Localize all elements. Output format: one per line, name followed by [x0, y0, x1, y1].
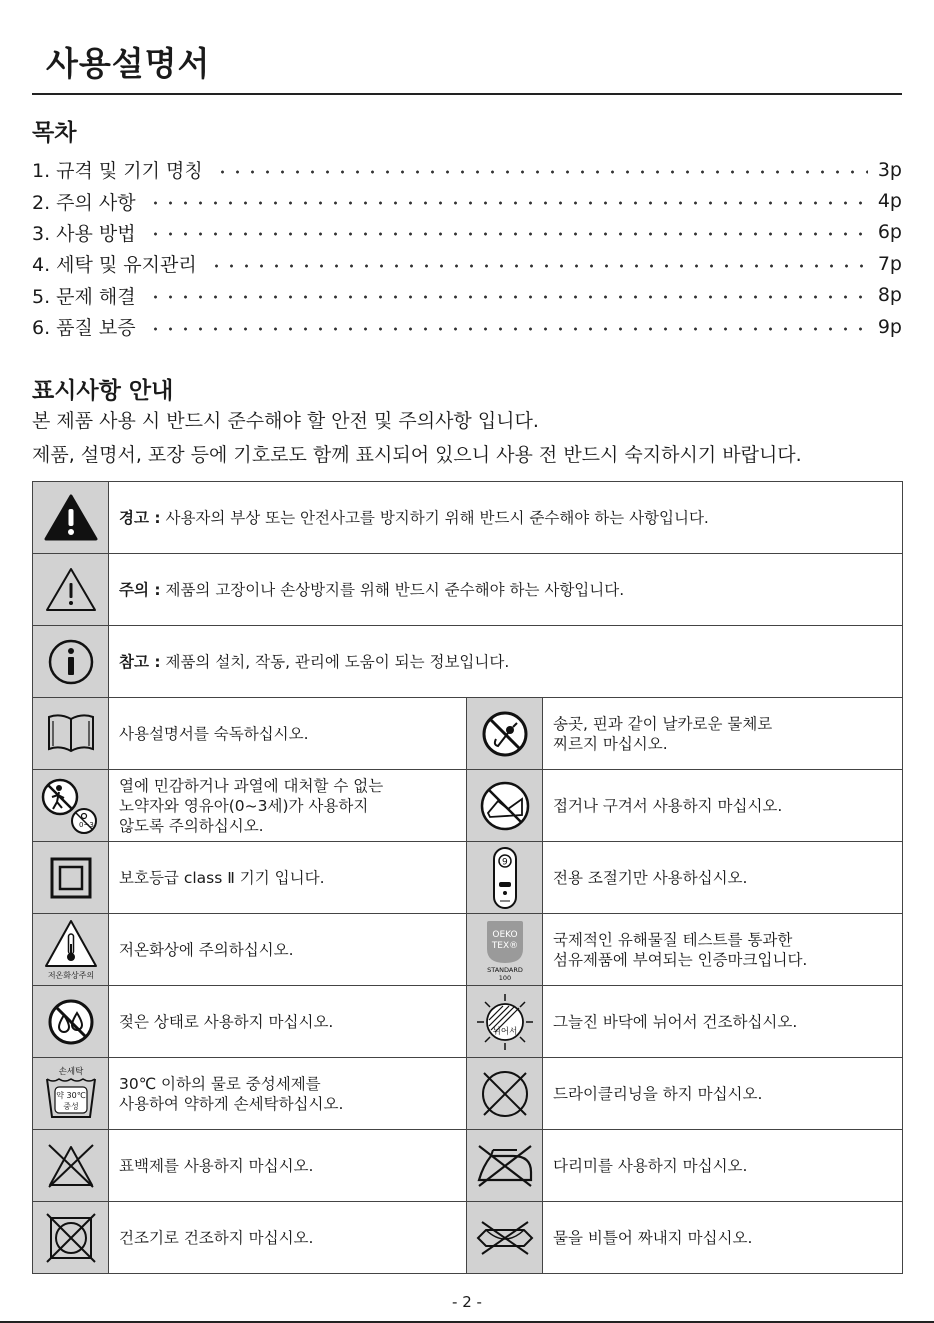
toc-item-label: 6. 품질 보증	[32, 317, 136, 340]
no-pin-icon	[480, 709, 530, 759]
bleach-description: 표백제를 사용하지 마십시오.	[109, 1130, 467, 1202]
caution-key: 주의 :	[119, 580, 161, 599]
oeko-mark-line-3: STANDARD	[486, 965, 523, 974]
toc-item-label: 1. 규격 및 기기 명칭	[32, 160, 203, 183]
table-row	[33, 770, 903, 842]
note-text: 제품의 설치, 작동, 관리에 도움이 되는 정보입니다.	[160, 652, 510, 671]
signs-table	[32, 481, 903, 1274]
no-infant-icon	[38, 775, 104, 837]
controller-icon	[491, 846, 519, 910]
title-divider	[32, 93, 902, 95]
table-row	[33, 698, 903, 770]
low-temp-description: 저온화상에 주의하십시오.	[109, 914, 467, 986]
hand-wash-icon	[41, 1063, 101, 1125]
wring-description: 물을 비틀어 짜내지 마십시오.	[543, 1202, 903, 1274]
table-row	[33, 626, 903, 698]
toc-item-label: 3. 사용 방법	[32, 222, 136, 245]
no-iron-icon	[473, 1142, 537, 1190]
info-icon	[46, 637, 96, 687]
toc-item-page: 7p	[877, 252, 902, 275]
caution-description	[109, 554, 903, 626]
sign-icon-cell	[467, 1058, 543, 1130]
table-row	[33, 842, 903, 914]
shade-dry-label: 뉘어서	[492, 1026, 517, 1037]
iron-description: 다리미를 사용하지 마십시오.	[543, 1130, 903, 1202]
warning-text: 사용자의 부상 또는 안전사고를 방지하기 위해 반드시 준수해야 하는 사항입니다.	[160, 508, 709, 527]
sign-icon-cell	[33, 626, 109, 698]
hand-wash-label-3: 중성	[62, 1101, 79, 1111]
caution-outline-icon	[43, 565, 99, 615]
thermometer-warning-icon	[41, 918, 101, 982]
dry-clean-description: 드라이클리닝을 하지 마십시오.	[543, 1058, 903, 1130]
sign-icon-cell	[33, 698, 109, 770]
sign-icon-cell	[467, 770, 543, 842]
page-title: 사용설명서	[46, 44, 211, 83]
low-temp-label: 저온화상주의	[47, 970, 94, 980]
note-key: 참고 :	[119, 652, 161, 671]
table-row	[33, 554, 903, 626]
open-book-icon	[45, 711, 97, 757]
toc-leader	[215, 170, 868, 174]
hand-wash-label-1: 손세탁	[58, 1066, 83, 1077]
note-description	[109, 626, 903, 698]
table-row	[33, 1058, 903, 1130]
toc-item[interactable]	[32, 280, 902, 311]
no-wring-icon	[472, 1218, 538, 1258]
toc-leader	[148, 201, 868, 205]
sign-icon-cell	[33, 482, 109, 554]
class2-description: 보호등급 class Ⅱ 기기 입니다.	[109, 842, 467, 914]
sign-icon-cell	[33, 770, 109, 842]
age-badge: 0~3	[78, 820, 94, 829]
sign-icon-cell	[467, 842, 543, 914]
hand-wash-label-2: 약 30℃	[55, 1090, 86, 1100]
no-fold-icon	[478, 779, 532, 833]
toc-item-label: 2. 주의 사항	[32, 191, 136, 214]
hand-wash-description: 30℃ 이하의 물로 중성세제를 사용하여 약하게 손세탁하십시오.	[109, 1058, 467, 1130]
toc-item[interactable]	[32, 217, 902, 248]
sharp-object-description: 송곳, 핀과 같이 날카로운 물체로 찌르지 마십시오.	[543, 698, 903, 770]
toc-item-page: 8p	[877, 284, 902, 307]
no-water-icon	[46, 997, 96, 1047]
toc-heading: 목차	[32, 120, 77, 146]
table-row	[33, 986, 903, 1058]
controller-description: 전용 조절기만 사용하십시오.	[543, 842, 903, 914]
controller-digit: 9	[501, 857, 508, 867]
signs-intro-line-2: 제품, 설명서, 포장 등에 기호로도 함께 표시되어 있으니 사용 전 반드시 숙지하시기 바랍니다.	[32, 444, 802, 466]
sign-icon-cell	[33, 1130, 109, 1202]
manual-description: 사용설명서를 숙독하십시오.	[109, 698, 467, 770]
signs-heading: 표시사항 안내	[32, 378, 174, 404]
toc-item-page: 4p	[877, 190, 902, 213]
toc-item-page: 9p	[877, 315, 902, 338]
heat-sensitive-description: 열에 민감하거나 과열에 대처할 수 없는 노약자와 영유아(0~3세)가 사용하지 않도록 주의하십시오.	[109, 770, 467, 842]
toc-leader	[209, 264, 868, 268]
sign-icon-cell	[467, 986, 543, 1058]
toc-item[interactable]	[32, 185, 902, 216]
tumble-dry-description: 건조기로 건조하지 마십시오.	[109, 1202, 467, 1274]
table-row	[33, 482, 903, 554]
sign-icon-cell	[33, 842, 109, 914]
class-2-icon	[49, 856, 93, 900]
warning-filled-icon	[43, 493, 99, 543]
no-tumble-dry-icon	[44, 1211, 98, 1265]
sign-icon-cell	[467, 1202, 543, 1274]
toc-item[interactable]	[32, 248, 902, 279]
toc-item-label: 5. 문제 해결	[32, 285, 136, 308]
table-row	[33, 1202, 903, 1274]
toc-leader	[148, 327, 868, 331]
no-dry-clean-icon	[478, 1067, 532, 1121]
sign-icon-cell	[33, 1058, 109, 1130]
oeko-mark-line-4: 100	[498, 973, 511, 982]
shade-flat-dry-icon	[475, 992, 535, 1052]
signs-intro-line-1: 본 제품 사용 시 반드시 준수해야 할 안전 및 주의사항 입니다.	[32, 410, 539, 432]
toc-leader	[148, 232, 868, 236]
oeko-tex-icon	[475, 917, 535, 983]
fold-description: 접거나 구겨서 사용하지 마십시오.	[543, 770, 903, 842]
sign-icon-cell	[33, 986, 109, 1058]
toc-leader	[148, 295, 868, 299]
toc-item[interactable]	[32, 154, 902, 185]
sign-icon-cell	[33, 914, 109, 986]
no-bleach-icon	[44, 1141, 98, 1191]
oeko-description: 국제적인 유해물질 테스트를 통과한 섬유제품에 부여되는 인증마크입니다.	[543, 914, 903, 986]
sign-icon-cell	[33, 1202, 109, 1274]
shade-dry-description: 그늘진 바닥에 뉘어서 건조하십시오.	[543, 986, 903, 1058]
sign-icon-cell	[467, 698, 543, 770]
warning-key: 경고 :	[119, 508, 161, 527]
sign-icon-cell	[33, 554, 109, 626]
caution-text: 제품의 고장이나 손상방지를 위해 반드시 준수해야 하는 사항입니다.	[160, 580, 625, 599]
toc-item-label: 4. 세탁 및 유지관리	[32, 254, 197, 277]
toc-item-page: 6p	[877, 221, 902, 244]
toc-item-page: 3p	[877, 158, 902, 181]
toc-item[interactable]	[32, 311, 902, 342]
sign-icon-cell	[467, 1130, 543, 1202]
table-of-contents	[32, 154, 902, 342]
table-row	[33, 1130, 903, 1202]
page-number: - 2 -	[452, 1293, 482, 1311]
wet-description: 젖은 상태로 사용하지 마십시오.	[109, 986, 467, 1058]
oeko-mark-line-1: OEKO	[491, 929, 518, 940]
warning-description	[109, 482, 903, 554]
table-row	[33, 914, 903, 986]
sign-icon-cell	[467, 914, 543, 986]
oeko-mark-line-2: TEX®	[491, 940, 518, 951]
